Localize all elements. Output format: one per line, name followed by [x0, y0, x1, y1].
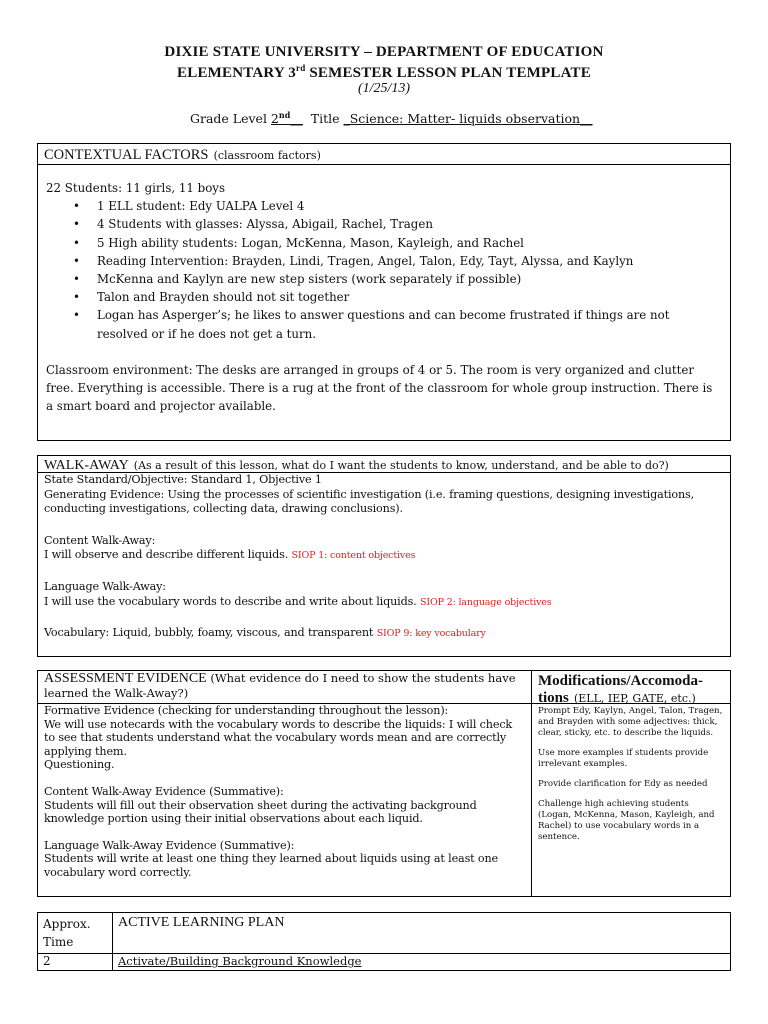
bullet-item: • Reading Intervention: Brayden, Lindi, Tragen, Angel, Talon, Edy, Tayt, Alyssa, and Kaylyn — [97, 252, 722, 270]
bullet-item: • Talon and Brayden should not sit together — [97, 288, 722, 306]
language-evidence-text: Students will write at least one thing they learned about liquids using at least one vocabulary word correctly. — [44, 852, 499, 879]
contextual-bullets — [46, 197, 722, 343]
modification-item: Challenge high achieving students (Logan, McKenna, Mason, Kayleigh, and Rachel) to use vocabulary words in a sentence. — [538, 799, 715, 842]
siop-content-tag: SIOP 1: content objectives — [291, 550, 416, 562]
modifications-heading: Modifications/Accomoda-tions — [538, 673, 703, 706]
contextual-factors-note: (classroom factors) — [213, 149, 321, 162]
grade-label: Grade Level — [190, 111, 271, 127]
contextual-factors-header — [38, 144, 730, 165]
template-date: (1/25/13) — [357, 81, 411, 96]
modification-item: Prompt Edy, Kaylyn, Angel, Talon, Tragen, and Brayden with some adjectives: thick, clear, sticky, etc. to describe the liquids. — [538, 706, 723, 738]
template-heading-post: SEMESTER LESSON PLAN TEMPLATE — [305, 65, 591, 81]
classroom-environment: Classroom environment: The desks are arranged in groups of 4 or 5. The room is very organized and clutter free. Everything is accessible. There is a rug at the front of the classroom for whole group instruction. There is a smart board and projector available. — [46, 362, 713, 414]
row-time: 2 — [38, 954, 113, 971]
language-walkaway: I will use the vocabulary words to describe and write about liquids. SIOP 2: language objectives — [44, 594, 552, 608]
language-evidence-label: Language Walk-Away Evidence (Summative): — [44, 838, 295, 852]
content-walkaway-label: Content Walk-Away: — [44, 533, 156, 547]
row-activity: Activate/Building Background Knowledge — [113, 954, 731, 971]
template-heading-sup: rd — [296, 63, 306, 73]
walkaway-header — [38, 456, 730, 473]
template-heading-pre: ELEMENTARY 3 — [177, 65, 297, 81]
siop-language-tag: SIOP 2: language objectives — [420, 596, 552, 608]
bullet-item: • 4 Students with glasses: Alyssa, Abigail, Rachel, Tragen — [97, 215, 722, 233]
bullet-item: • McKenna and Kaylyn are new step sisters (work separately if possible) — [97, 270, 722, 288]
formative-text: We will use notecards with the vocabulary words to describe the liquids: I will check to see that students understand what the vocabulary words mean and are correctly applying them. — [44, 717, 513, 758]
template-heading — [0, 63, 768, 82]
content-evidence-text: Students will fill out their observation sheet during the activating background knowledge portion using their initial observations about each liquid. — [44, 798, 477, 826]
title-label: Title — [302, 111, 344, 127]
assessment-section — [37, 670, 731, 897]
walkaway-heading: WALK-AWAY — [44, 458, 129, 473]
modification-item: Use more examples if students provide irrelevant examples. — [538, 748, 709, 769]
modifications-note: (ELL, IEP, GATE, etc.) — [573, 692, 696, 705]
bullet-item: • Logan has Asperger’s; he likes to answer questions and can become frustrated if things are not resolved or if he does not get a turn. — [97, 306, 722, 342]
active-learning-table — [37, 912, 731, 971]
student-count: 22 Students: 11 girls, 11 boys — [46, 181, 226, 195]
language-walkaway-label: Language Walk-Away: — [44, 579, 166, 593]
active-learning-header-row — [38, 913, 731, 954]
title-value: _Science: Matter- liquids observation__ — [343, 111, 593, 127]
assessment-header — [38, 671, 531, 704]
assessment-body — [38, 704, 531, 880]
modifications-header — [532, 671, 730, 704]
assessment-heading: ASSESSMENT EVIDENCE — [44, 671, 207, 686]
contextual-factors-body — [38, 165, 730, 415]
active-learning-header: ACTIVE LEARNING PLAN — [113, 913, 731, 954]
contextual-factors-heading: CONTEXTUAL FACTORS — [44, 147, 209, 163]
vocabulary-line: Vocabulary: Liquid, bubbly, foamy, viscous, and transparent SIOP 9: key vocabulary — [44, 626, 486, 640]
modification-item: Provide clarification for Edy as needed — [538, 779, 708, 789]
content-walkaway: I will observe and describe different liquids. SIOP 1: content objectives — [44, 548, 416, 562]
bullet-item: • 5 High ability students: Logan, McKenna, Mason, Kayleigh, and Rachel — [97, 234, 722, 252]
approx-time-header: Approx. Time — [38, 913, 113, 954]
walkaway-section — [37, 455, 731, 657]
table-row — [38, 954, 731, 971]
grade-title-line — [190, 110, 593, 126]
generating-evidence: Generating Evidence: Using the processes of scientific investigation (i.e. framing questions, designing investigations, conducting investigations, collecting data, drawing conclusions). — [44, 487, 695, 516]
bullet-item: • 1 ELL student: Edy UALPA Level 4 — [97, 197, 722, 215]
siop-vocabulary-tag: SIOP 9: key vocabulary — [376, 628, 486, 640]
state-standard: State Standard/Objective: Standard 1, Objective 1 — [44, 473, 322, 486]
assessment-note: (What evidence do I need to show the students have learned the Walk-Away?) — [44, 671, 516, 700]
content-evidence-label: Content Walk-Away Evidence (Summative): — [44, 784, 284, 798]
walkaway-note: (As a result of this lesson, what do I want the students to know, understand, and be able to do?) — [133, 459, 669, 472]
contextual-factors-section — [37, 143, 731, 441]
formative-label: Formative Evidence (checking for understanding throughout the lesson): — [44, 704, 449, 717]
modifications-body — [532, 706, 730, 852]
grade-value: 2nd__ — [270, 110, 303, 127]
walkaway-body — [38, 473, 730, 642]
university-heading: DIXIE STATE UNIVERSITY – DEPARTMENT OF EDUCATION — [164, 44, 604, 60]
questioning: Questioning. — [44, 758, 115, 772]
